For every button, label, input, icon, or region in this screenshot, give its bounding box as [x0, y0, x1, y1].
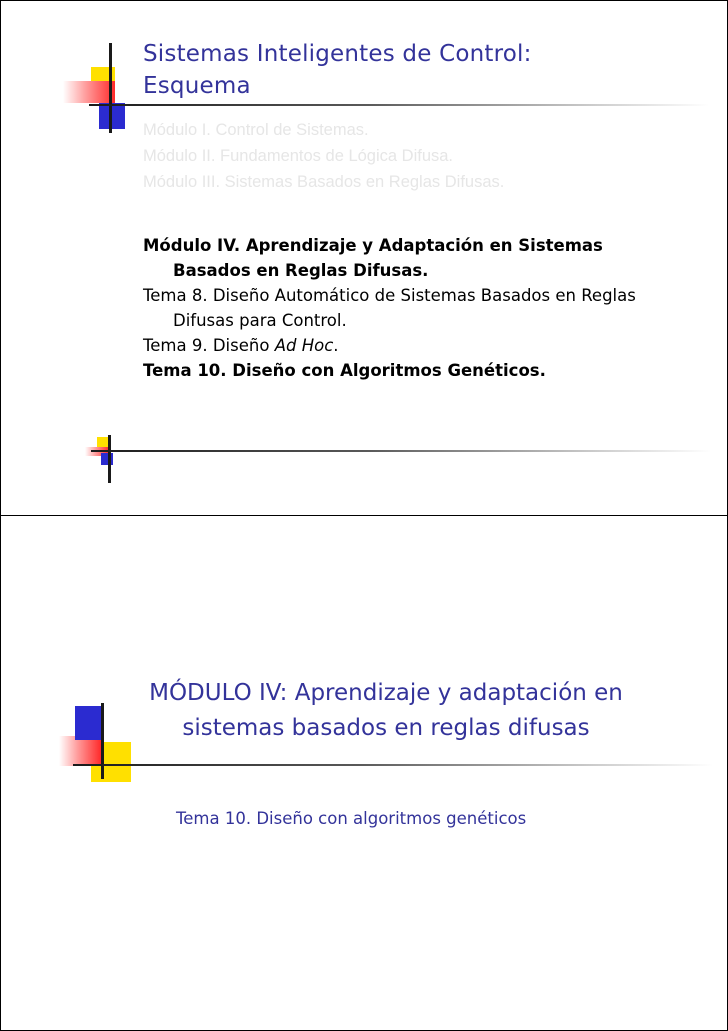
faint-item-modulo-ii: Módulo II. Fundamentos de Lógica Difusa. — [143, 147, 454, 165]
slide-2-title: MÓDULO IV: Aprendizaje y adaptación en sistemas basados en reglas difusas — [149, 680, 623, 741]
slide-1-title — [143, 38, 703, 102]
tema-9-suffix: . — [333, 336, 339, 355]
blue-square-decoration-small — [101, 453, 113, 465]
modulo-iv-heading: Módulo IV. Aprendizaje y Adaptación en Sistemas Basados en Reglas Difusas. — [143, 236, 603, 280]
title-underline — [89, 104, 709, 106]
tema-9-item — [143, 333, 683, 358]
red-gradient-decoration — [59, 736, 101, 766]
blue-square-decoration — [75, 706, 101, 740]
faint-module-list — [143, 117, 504, 195]
title-underline — [73, 764, 713, 766]
tema-9-prefix: Tema 9. Diseño — [143, 336, 275, 355]
slide-1-content — [143, 233, 683, 383]
tema-9-italic: Ad Hoc — [274, 336, 334, 355]
title-line-1: Sistemas Inteligentes de Control: — [143, 41, 532, 67]
tema-8-item: Tema 8. Diseño Automático de Sistemas Basados en Reglas Difusas para Control. — [143, 286, 636, 330]
slide-2-subtitle: Tema 10. Diseño con algoritmos genéticos — [176, 809, 527, 828]
title-line-2: Esquema — [143, 73, 251, 99]
bottom-rule — [91, 450, 711, 452]
vertical-rule — [109, 43, 112, 133]
tema-10-item: Tema 10. Diseño con Algoritmos Genéticos. — [143, 361, 546, 380]
slide-2 — [0, 515, 728, 1031]
bottom-vertical-rule — [108, 435, 111, 483]
blue-square-decoration — [99, 103, 125, 129]
red-gradient-decoration — [63, 81, 115, 103]
faint-item-modulo-i: Módulo I. Control de Sistemas. — [143, 121, 369, 139]
faint-item-modulo-iii: Módulo III. Sistemas Basados en Reglas Difusas. — [143, 173, 505, 191]
